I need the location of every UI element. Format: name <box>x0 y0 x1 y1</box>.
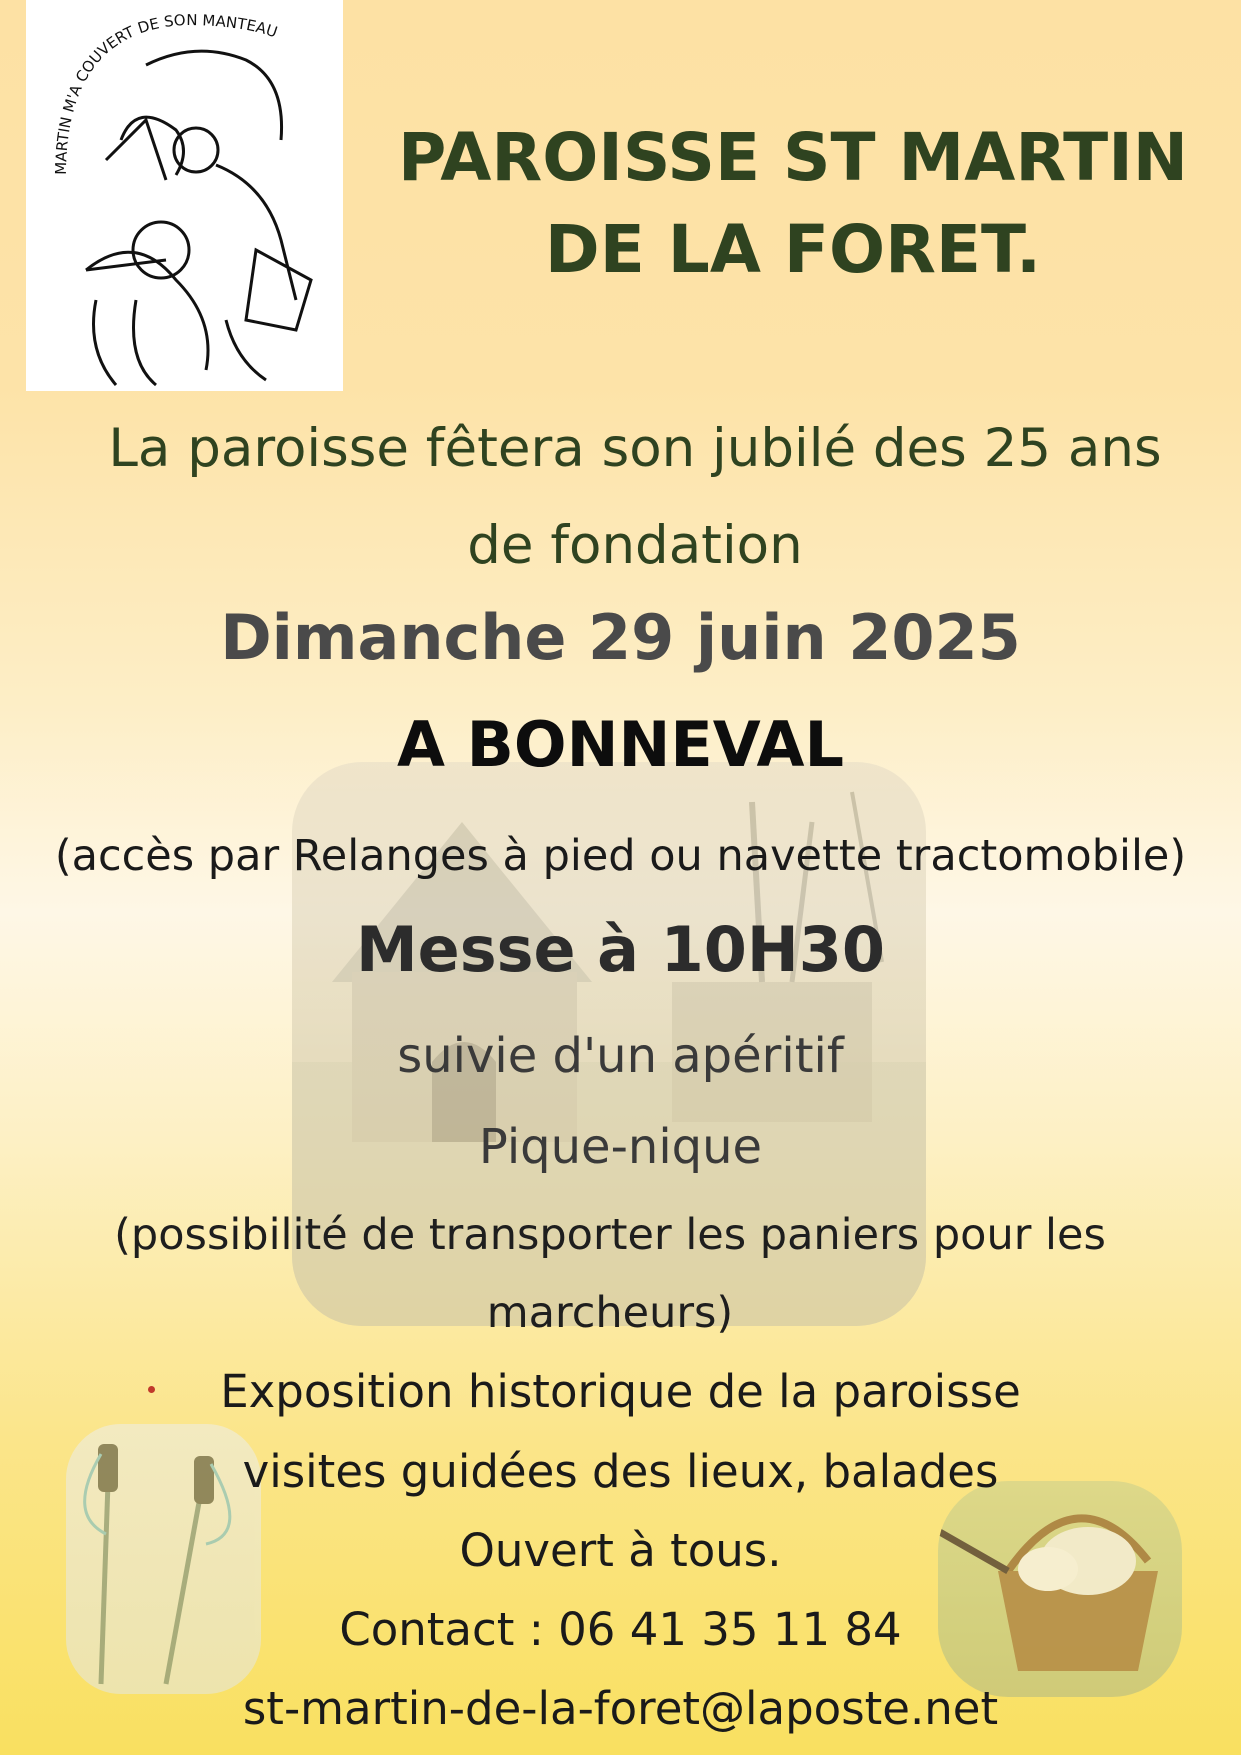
picnic-info: Pique-nique <box>478 1119 763 1175</box>
page-title <box>385 112 1201 296</box>
logo-motto: MARTIN M'A COUVERT DE SON MANTEAU <box>51 10 280 175</box>
title-line-1: PAROISSE ST MARTIN <box>397 119 1188 196</box>
jubile-announcement <box>40 400 1230 594</box>
open-to-all: Ouvert à tous. <box>459 1524 782 1577</box>
visites-item: visites guidées des lieux, balades <box>242 1445 999 1498</box>
picnic-basket-illustration <box>938 1481 1182 1697</box>
transport-line-1: (possibilité de transporter les paniers pour les <box>114 1210 1106 1260</box>
jubile-line-1: La paroisse fêtera son jubilé des 25 ans <box>108 418 1162 479</box>
contact-phone: Contact : 06 41 35 11 84 <box>339 1603 902 1656</box>
transport-line-2: marcheurs) <box>486 1288 734 1338</box>
contact-email[interactable]: st-martin-de-la-foret@laposte.net <box>242 1682 999 1735</box>
event-date: Dimanche 29 juin 2025 <box>220 601 1021 674</box>
transport-info <box>60 1196 1160 1352</box>
picnic-basket-photo <box>938 1481 1182 1697</box>
svg-text:MARTIN M'A COUVERT DE SON MANT <box>52 11 280 175</box>
access-info: (accès par Relanges à pied ou navette tractomobile) <box>54 831 1187 881</box>
jubile-line-2: de fondation <box>467 515 803 576</box>
exposition-item: Exposition historique de la paroisse <box>220 1365 1021 1418</box>
saint-martin-logo-drawing <box>26 0 343 391</box>
parish-logo <box>26 0 343 391</box>
mass-time: Messe à 10H30 <box>355 913 886 986</box>
title-line-2: DE LA FORET. <box>544 211 1042 288</box>
aperitif-info: suivie d'un apéritif <box>397 1028 844 1084</box>
event-location: A BONNEVAL <box>397 708 844 781</box>
